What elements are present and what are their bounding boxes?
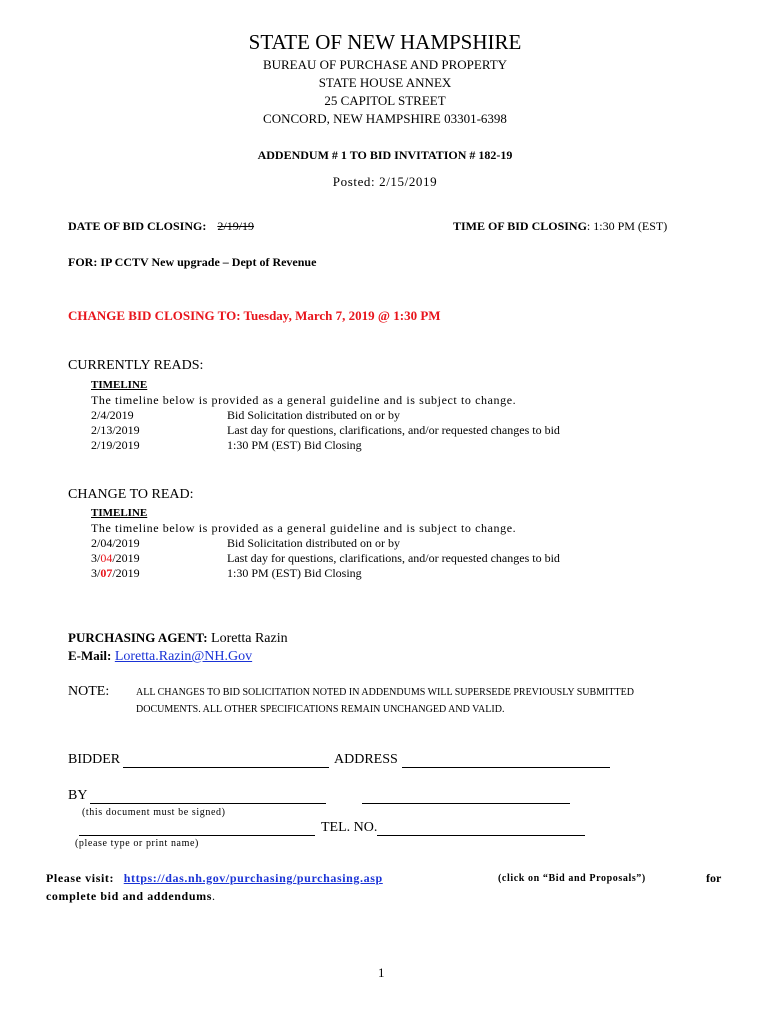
agent-label: PURCHASING AGENT: xyxy=(68,630,208,645)
timeline-intro: The timeline below is provided as a general guideline and is subject to change. xyxy=(91,521,517,535)
closing-date-value: 2/19/19 xyxy=(217,219,255,233)
purchasing-url-link[interactable]: https://das.nh.gov/purchasing/purchasing.asp xyxy=(123,871,383,885)
timeline-desc: Bid Solicitation distributed on or by xyxy=(227,408,400,422)
print-note: (please type or print name) xyxy=(75,838,199,849)
timeline-date: 2/19/2019 xyxy=(91,438,140,452)
street-address: 25 CAPITOL STREET xyxy=(324,93,446,108)
page-number: 1 xyxy=(378,965,385,980)
purchasing-agent xyxy=(68,630,288,647)
address-field[interactable] xyxy=(402,767,610,768)
timeline-date: 2/13/2019 xyxy=(91,423,140,437)
visit-period: . xyxy=(211,889,216,903)
date-part: /2019 xyxy=(112,566,140,580)
bureau-name: BUREAU OF PURCHASE AND PROPERTY xyxy=(262,57,508,72)
tel-label: TEL. NO. xyxy=(321,820,378,835)
visit-prefix: Please visit: xyxy=(46,871,115,885)
agent-email-link[interactable]: Loretta.Razin@NH.Gov xyxy=(114,649,253,664)
bidder-field[interactable] xyxy=(123,767,329,768)
note-text-line2: DOCUMENTS. ALL OTHER SPECIFICATIONS REMAIN UNCHANGED AND VALID. xyxy=(136,704,505,715)
note-label: NOTE: xyxy=(68,684,110,699)
address-label: ADDRESS xyxy=(334,752,398,767)
date-part: 2/04/2019 xyxy=(91,536,140,550)
closing-time-value: : 1:30 PM (EST) xyxy=(586,219,668,233)
bid-closing-time xyxy=(453,219,667,234)
change-closing-notice: CHANGE BID CLOSING TO: Tuesday, March 7, 2019 @ 1:30 PM xyxy=(68,308,441,323)
change-to-read-heading: CHANGE TO READ: xyxy=(68,487,194,502)
tel-field[interactable] xyxy=(377,835,585,836)
timeline-label: TIMELINE xyxy=(91,507,148,519)
currently-reads-heading: CURRENTLY READS: xyxy=(68,358,204,373)
posted-date: Posted: 2/15/2019 xyxy=(332,174,438,189)
agent-name: Loretta Razin xyxy=(207,631,288,646)
city-address: CONCORD, NEW HAMPSHIRE 03301-6398 xyxy=(263,111,507,126)
visit-for-word: for xyxy=(706,871,722,885)
timeline-desc: Last day for questions, clarifications, and/or requested changes to bid xyxy=(227,551,560,565)
signature-date-field[interactable] xyxy=(362,803,570,804)
timeline-desc: 1:30 PM (EST) Bid Closing xyxy=(227,438,362,452)
visit-line2-text: complete bid and addendums xyxy=(46,889,212,903)
signed-note: (this document must be signed) xyxy=(82,807,226,818)
closing-time-label: TIME OF BID CLOSING xyxy=(453,219,587,233)
date-part: /2019 xyxy=(112,551,140,565)
visit-line2 xyxy=(46,889,216,904)
timeline-date xyxy=(91,536,140,551)
signature-field[interactable] xyxy=(90,803,326,804)
bidder-label: BIDDER xyxy=(68,752,121,767)
printed-name-field[interactable] xyxy=(79,835,315,836)
click-note: (click on “Bid and Proposals”) xyxy=(498,873,646,884)
for-line: FOR: IP CCTV New upgrade – Dept of Revenue xyxy=(68,255,317,269)
date-part: 3/ xyxy=(91,551,101,565)
by-label: BY xyxy=(68,788,88,803)
timeline-date xyxy=(91,566,140,581)
state-title: STATE OF NEW HAMPSHIRE xyxy=(248,30,522,54)
timeline-desc: Last day for questions, clarifications, and/or requested changes to bid xyxy=(227,423,560,437)
closing-date-label: DATE OF BID CLOSING: xyxy=(68,219,207,233)
timeline-desc: Bid Solicitation distributed on or by xyxy=(227,536,400,550)
timeline-label: TIMELINE xyxy=(91,379,148,391)
bid-closing-date xyxy=(68,219,254,234)
addendum-title: ADDENDUM # 1 TO BID INVITATION # 182-19 xyxy=(257,148,513,162)
date-part: 3/ xyxy=(91,566,101,580)
email-label: E-Mail: xyxy=(68,648,112,663)
building-name: STATE HOUSE ANNEX xyxy=(318,75,452,90)
timeline-date xyxy=(91,551,140,566)
note-text-line1: ALL CHANGES TO BID SOLICITATION NOTED IN ADDENDUMS WILL SUPERSEDE PREVIOUSLY SUBMITTED xyxy=(136,687,634,698)
timeline-date: 2/4/2019 xyxy=(91,408,134,422)
timeline-intro: The timeline below is provided as a general guideline and is subject to change. xyxy=(91,393,517,407)
timeline-desc: 1:30 PM (EST) Bid Closing xyxy=(227,566,362,580)
date-changed-part: 04 xyxy=(100,551,113,565)
date-changed-part: 07 xyxy=(100,566,113,580)
visit-line xyxy=(46,871,383,886)
agent-email-line xyxy=(68,648,252,665)
